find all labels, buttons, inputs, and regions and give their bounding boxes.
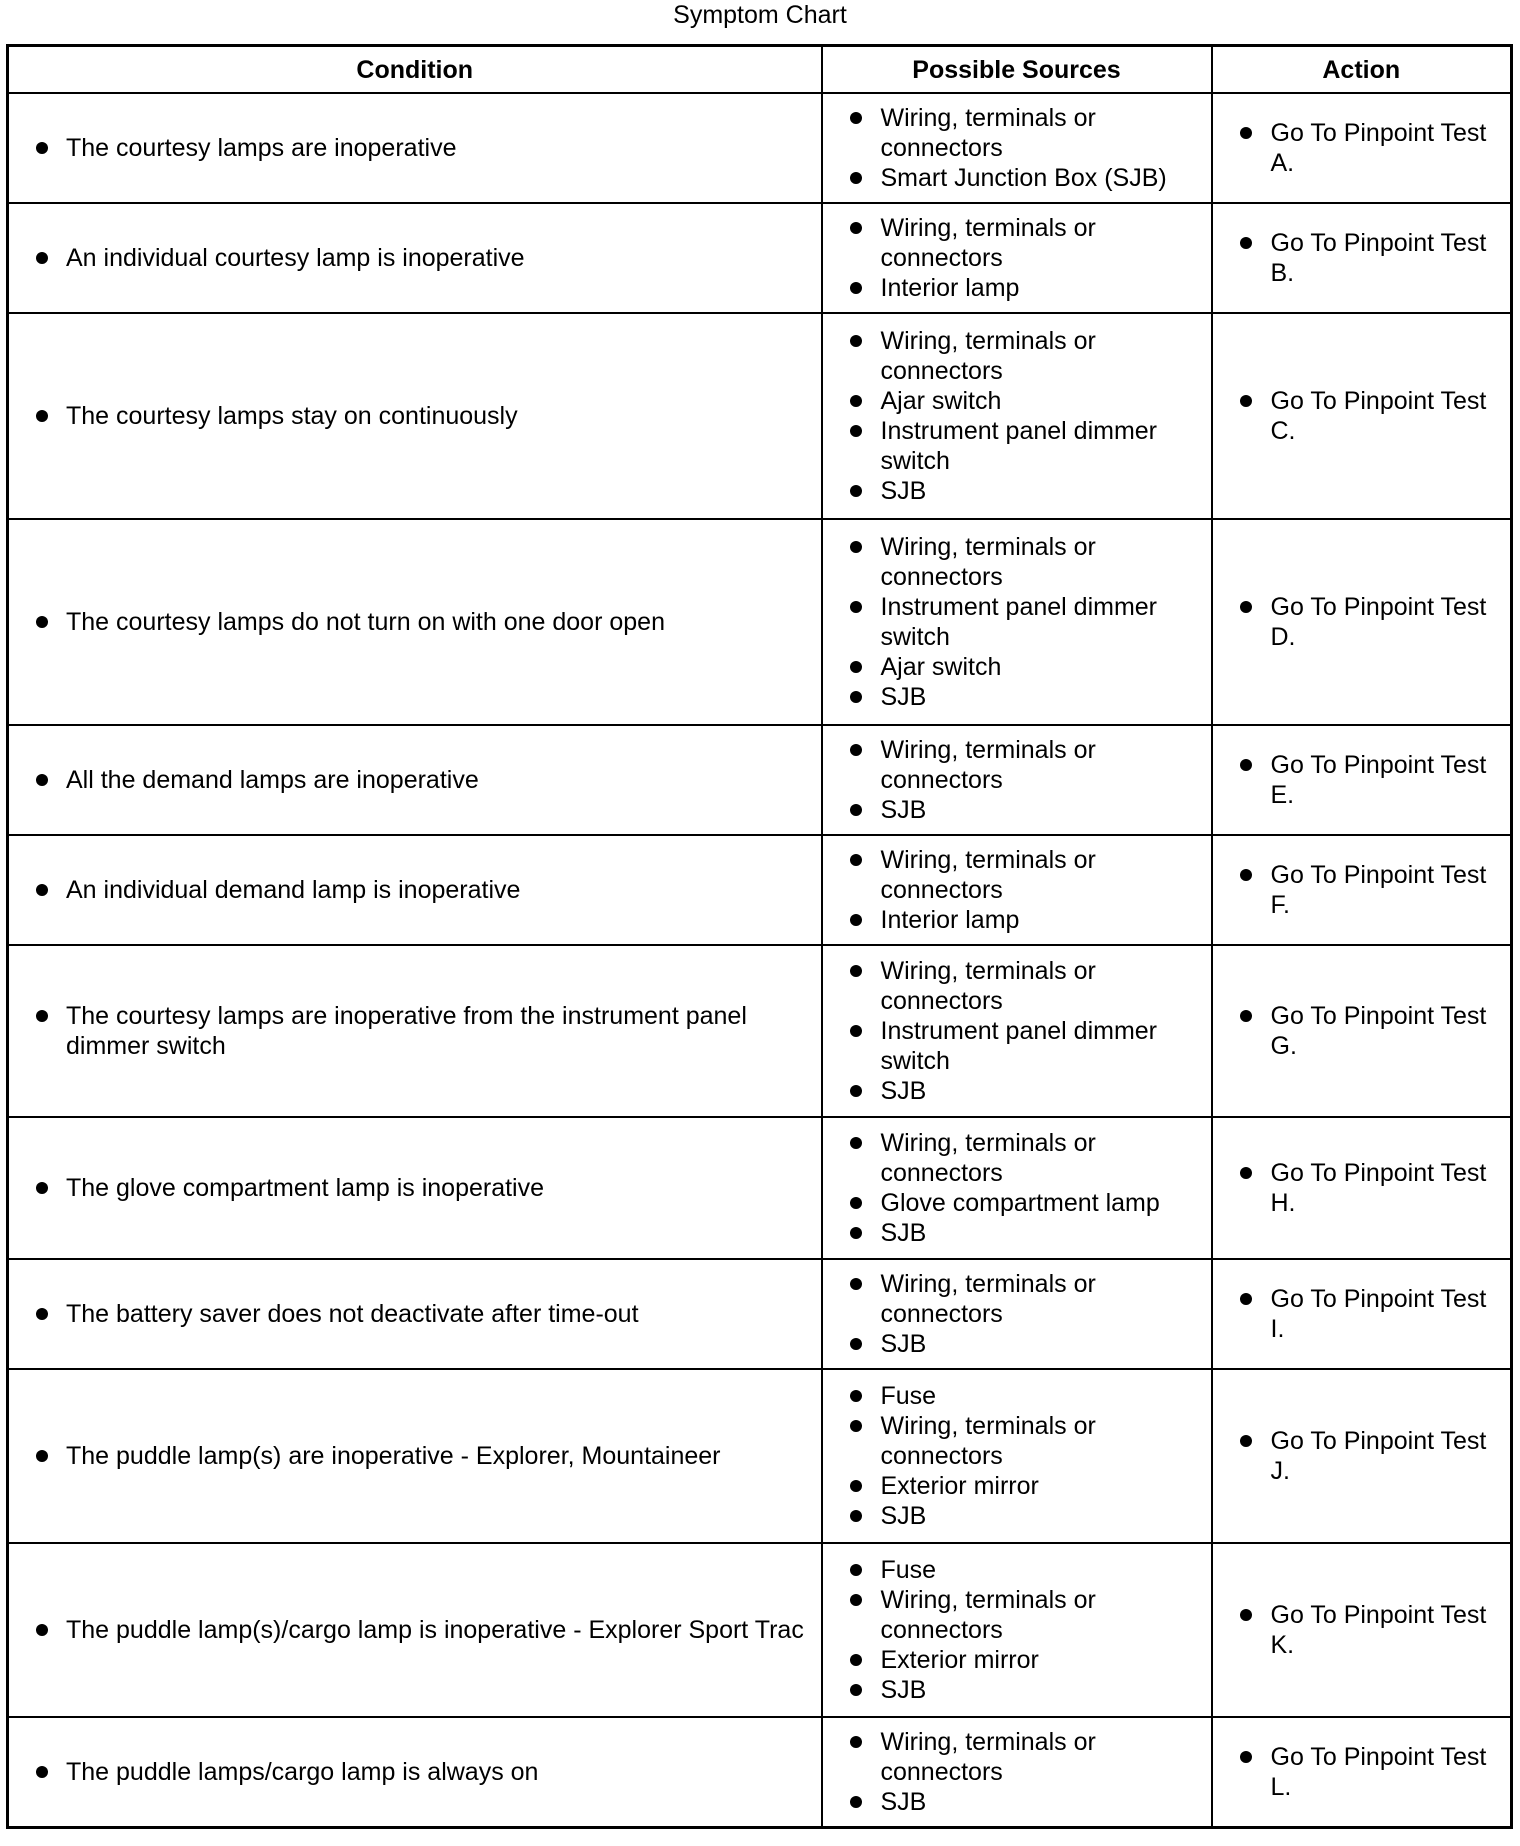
possible-sources-list bbox=[823, 213, 1211, 303]
condition-list bbox=[9, 607, 821, 637]
condition-list bbox=[9, 1757, 821, 1787]
possible-source-item: Wiring, terminals or connectors bbox=[823, 1269, 1211, 1329]
pinpoint-test-link: Go To Pinpoint Test B. bbox=[1213, 228, 1511, 288]
condition-cell bbox=[8, 1543, 822, 1717]
possible-source-item: Glove compartment lamp bbox=[823, 1188, 1211, 1218]
action-cell bbox=[1212, 1543, 1512, 1717]
condition-cell bbox=[8, 725, 822, 835]
possible-sources-cell bbox=[822, 93, 1212, 203]
condition-text: All the demand lamps are inoperative bbox=[9, 765, 821, 795]
possible-source-item: Wiring, terminals or connectors bbox=[823, 326, 1211, 386]
condition-list bbox=[9, 765, 821, 795]
possible-source-item: Fuse bbox=[823, 1555, 1211, 1585]
pinpoint-test-link: Go To Pinpoint Test G. bbox=[1213, 1001, 1511, 1061]
possible-sources-list bbox=[823, 103, 1211, 193]
possible-source-item: Smart Junction Box (SJB) bbox=[823, 163, 1211, 193]
action-list bbox=[1213, 386, 1511, 446]
possible-sources-list bbox=[823, 1555, 1211, 1705]
possible-source-item: Interior lamp bbox=[823, 273, 1211, 303]
action-cell bbox=[1212, 1117, 1512, 1259]
table-row bbox=[8, 203, 1512, 313]
action-list bbox=[1213, 860, 1511, 920]
possible-sources-cell bbox=[822, 1259, 1212, 1369]
column-header-possible-sources: Possible Sources bbox=[822, 46, 1212, 94]
action-cell bbox=[1212, 313, 1512, 519]
action-cell bbox=[1212, 1259, 1512, 1369]
condition-cell bbox=[8, 1369, 822, 1543]
possible-source-item: Exterior mirror bbox=[823, 1645, 1211, 1675]
condition-list bbox=[9, 243, 821, 273]
condition-list bbox=[9, 1299, 821, 1329]
table-row bbox=[8, 519, 1512, 725]
condition-cell bbox=[8, 835, 822, 945]
possible-source-item: Instrument panel dimmer switch bbox=[823, 416, 1211, 476]
condition-text: The puddle lamp(s) are inoperative - Explorer, Mountaineer bbox=[9, 1441, 821, 1471]
action-list bbox=[1213, 750, 1511, 810]
action-list bbox=[1213, 1158, 1511, 1218]
action-cell bbox=[1212, 519, 1512, 725]
possible-sources-list bbox=[823, 1381, 1211, 1531]
action-cell bbox=[1212, 945, 1512, 1117]
possible-source-item: Wiring, terminals or connectors bbox=[823, 1585, 1211, 1645]
table-body bbox=[8, 93, 1512, 1827]
table-row bbox=[8, 945, 1512, 1117]
possible-source-item: SJB bbox=[823, 1329, 1211, 1359]
table-row bbox=[8, 313, 1512, 519]
condition-cell bbox=[8, 945, 822, 1117]
pinpoint-test-link: Go To Pinpoint Test L. bbox=[1213, 1742, 1511, 1802]
possible-sources-cell bbox=[822, 1369, 1212, 1543]
possible-sources-list bbox=[823, 532, 1211, 712]
possible-sources-cell bbox=[822, 725, 1212, 835]
possible-source-item: Wiring, terminals or connectors bbox=[823, 956, 1211, 1016]
possible-source-item: Wiring, terminals or connectors bbox=[823, 103, 1211, 163]
condition-text: The courtesy lamps do not turn on with one door open bbox=[9, 607, 821, 637]
possible-sources-cell bbox=[822, 1117, 1212, 1259]
pinpoint-test-link: Go To Pinpoint Test C. bbox=[1213, 386, 1511, 446]
possible-sources-cell bbox=[822, 835, 1212, 945]
condition-cell bbox=[8, 93, 822, 203]
pinpoint-test-link: Go To Pinpoint Test K. bbox=[1213, 1600, 1511, 1660]
action-list bbox=[1213, 1284, 1511, 1344]
condition-text: The puddle lamp(s)/cargo lamp is inoperative - Explorer Sport Trac bbox=[9, 1615, 821, 1645]
condition-list bbox=[9, 1441, 821, 1471]
possible-source-item: Wiring, terminals or connectors bbox=[823, 1128, 1211, 1188]
possible-sources-list bbox=[823, 1727, 1211, 1817]
action-cell bbox=[1212, 1717, 1512, 1827]
condition-cell bbox=[8, 1259, 822, 1369]
possible-source-item: SJB bbox=[823, 795, 1211, 825]
table-row bbox=[8, 1543, 1512, 1717]
possible-sources-list bbox=[823, 326, 1211, 506]
possible-sources-list bbox=[823, 1128, 1211, 1248]
action-cell bbox=[1212, 835, 1512, 945]
table-row bbox=[8, 725, 1512, 835]
possible-source-item: Exterior mirror bbox=[823, 1471, 1211, 1501]
condition-list bbox=[9, 1001, 821, 1061]
possible-sources-list bbox=[823, 845, 1211, 935]
table-row bbox=[8, 93, 1512, 203]
action-list bbox=[1213, 1600, 1511, 1660]
possible-sources-list bbox=[823, 735, 1211, 825]
possible-source-item: Instrument panel dimmer switch bbox=[823, 1016, 1211, 1076]
possible-sources-cell bbox=[822, 1717, 1212, 1827]
pinpoint-test-link: Go To Pinpoint Test D. bbox=[1213, 592, 1511, 652]
possible-source-item: SJB bbox=[823, 1675, 1211, 1705]
table-row bbox=[8, 1369, 1512, 1543]
condition-text: The battery saver does not deactivate after time-out bbox=[9, 1299, 821, 1329]
condition-list bbox=[9, 133, 821, 163]
condition-text: An individual demand lamp is inoperative bbox=[9, 875, 821, 905]
possible-source-item: Instrument panel dimmer switch bbox=[823, 592, 1211, 652]
column-header-action: Action bbox=[1212, 46, 1512, 94]
pinpoint-test-link: Go To Pinpoint Test J. bbox=[1213, 1426, 1511, 1486]
condition-cell bbox=[8, 519, 822, 725]
page-title: Symptom Chart bbox=[673, 1, 847, 29]
condition-text: The glove compartment lamp is inoperative bbox=[9, 1173, 821, 1203]
table-row bbox=[8, 1717, 1512, 1827]
condition-list bbox=[9, 1615, 821, 1645]
condition-text: The courtesy lamps are inoperative from the instrument panel dimmer switch bbox=[9, 1001, 821, 1061]
possible-sources-cell bbox=[822, 519, 1212, 725]
table-row bbox=[8, 1259, 1512, 1369]
possible-source-item: SJB bbox=[823, 682, 1211, 712]
possible-sources-cell bbox=[822, 313, 1212, 519]
possible-source-item: Wiring, terminals or connectors bbox=[823, 845, 1211, 905]
action-list bbox=[1213, 1426, 1511, 1486]
action-list bbox=[1213, 1742, 1511, 1802]
pinpoint-test-link: Go To Pinpoint Test A. bbox=[1213, 118, 1511, 178]
possible-source-item: SJB bbox=[823, 476, 1211, 506]
possible-source-item: Wiring, terminals or connectors bbox=[823, 735, 1211, 795]
possible-source-item: Ajar switch bbox=[823, 386, 1211, 416]
possible-source-item: Wiring, terminals or connectors bbox=[823, 1411, 1211, 1471]
pinpoint-test-link: Go To Pinpoint Test E. bbox=[1213, 750, 1511, 810]
condition-list bbox=[9, 875, 821, 905]
condition-list bbox=[9, 401, 821, 431]
pinpoint-test-link: Go To Pinpoint Test H. bbox=[1213, 1158, 1511, 1218]
possible-source-item: Fuse bbox=[823, 1381, 1211, 1411]
possible-source-item: SJB bbox=[823, 1501, 1211, 1531]
symptom-table bbox=[6, 44, 1513, 1829]
condition-cell bbox=[8, 313, 822, 519]
condition-cell bbox=[8, 1117, 822, 1259]
action-cell bbox=[1212, 725, 1512, 835]
condition-text: The puddle lamps/cargo lamp is always on bbox=[9, 1757, 821, 1787]
possible-sources-list bbox=[823, 1269, 1211, 1359]
action-list bbox=[1213, 1001, 1511, 1061]
condition-text: An individual courtesy lamp is inoperative bbox=[9, 243, 821, 273]
possible-sources-cell bbox=[822, 1543, 1212, 1717]
condition-text: The courtesy lamps stay on continuously bbox=[9, 401, 821, 431]
action-cell bbox=[1212, 1369, 1512, 1543]
condition-text: The courtesy lamps are inoperative bbox=[9, 133, 821, 163]
condition-list bbox=[9, 1173, 821, 1203]
action-cell bbox=[1212, 93, 1512, 203]
possible-source-item: SJB bbox=[823, 1787, 1211, 1817]
table-row bbox=[8, 835, 1512, 945]
pinpoint-test-link: Go To Pinpoint Test I. bbox=[1213, 1284, 1511, 1344]
action-list bbox=[1213, 592, 1511, 652]
action-list bbox=[1213, 118, 1511, 178]
possible-sources-cell bbox=[822, 203, 1212, 313]
pinpoint-test-link: Go To Pinpoint Test F. bbox=[1213, 860, 1511, 920]
table-header-row bbox=[8, 46, 1512, 94]
possible-sources-list bbox=[823, 956, 1211, 1106]
action-list bbox=[1213, 228, 1511, 288]
condition-cell bbox=[8, 1717, 822, 1827]
possible-source-item: Wiring, terminals or connectors bbox=[823, 532, 1211, 592]
action-cell bbox=[1212, 203, 1512, 313]
condition-cell bbox=[8, 203, 822, 313]
table-row bbox=[8, 1117, 1512, 1259]
possible-source-item: Wiring, terminals or connectors bbox=[823, 213, 1211, 273]
possible-source-item: Interior lamp bbox=[823, 905, 1211, 935]
possible-source-item: SJB bbox=[823, 1076, 1211, 1106]
column-header-condition: Condition bbox=[8, 46, 822, 94]
possible-source-item: Wiring, terminals or connectors bbox=[823, 1727, 1211, 1787]
possible-source-item: SJB bbox=[823, 1218, 1211, 1248]
possible-source-item: Ajar switch bbox=[823, 652, 1211, 682]
possible-sources-cell bbox=[822, 945, 1212, 1117]
